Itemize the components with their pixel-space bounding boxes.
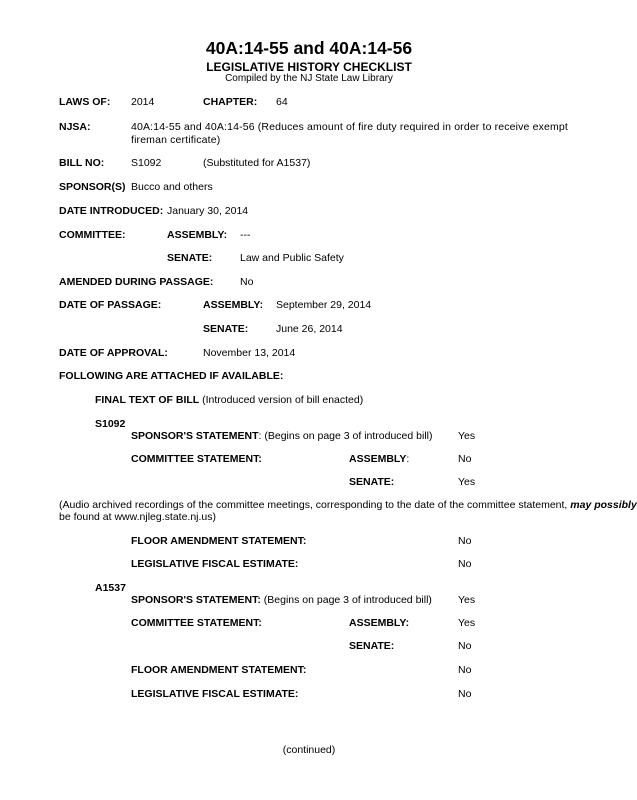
s1092-fiscal-label: LEGISLATIVE FISCAL ESTIMATE: (131, 558, 299, 570)
final-text-label: FINAL TEXT OF BILL (95, 394, 200, 406)
a1537-assembly-value: Yes (458, 617, 476, 629)
final-text-note: (Introduced version of bill enacted) (202, 394, 364, 406)
page-subtitle: LEGISLATIVE HISTORY CHECKLIST (206, 60, 412, 74)
s1092-assembly (349, 453, 409, 466)
audio-note-line2: be found at www.njleg.state.nj.us) (59, 511, 217, 523)
a1537-sponsor-statement (131, 594, 432, 607)
bill-no-note: (Substituted for A1537) (203, 157, 311, 169)
a1537-bill-label: A1537 (95, 582, 126, 594)
s1092-sponsor-statement-label: SPONSOR'S STATEMENT (131, 430, 259, 442)
committee-label: COMMITTEE: (59, 229, 126, 241)
committee-assembly-label: ASSEMBLY: (167, 229, 228, 241)
final-text-row (95, 394, 363, 407)
s1092-floor-label: FLOOR AMENDMENT STATEMENT: (131, 535, 307, 547)
approval-value: November 13, 2014 (203, 347, 296, 359)
a1537-sponsor-statement-note: (Begins on page 3 of introduced bill) (260, 594, 432, 606)
a1537-fiscal-value: No (458, 688, 472, 700)
chapter-label: CHAPTER: (203, 96, 258, 108)
s1092-fiscal-value: No (458, 558, 472, 570)
committee-assembly-value: --- (240, 229, 251, 241)
s1092-floor-value: No (458, 535, 472, 547)
amended-value: No (240, 276, 254, 288)
committee-senate-value: Law and Public Safety (240, 252, 344, 264)
bill-no-label: BILL NO: (59, 157, 105, 169)
a1537-senate-label: SENATE: (349, 640, 395, 652)
passage-label: DATE OF PASSAGE: (59, 299, 162, 311)
date-introduced-value: January 30, 2014 (167, 205, 249, 217)
a1537-senate-value: No (458, 640, 472, 652)
s1092-assembly-colon: : (406, 453, 410, 465)
passage-senate-value: June 26, 2014 (276, 323, 343, 335)
a1537-floor-value: No (458, 664, 472, 676)
passage-senate-label: SENATE: (203, 323, 249, 335)
passage-assembly-value: September 29, 2014 (276, 299, 372, 311)
s1092-assembly-label: ASSEMBLY (349, 453, 407, 465)
passage-assembly-label: ASSEMBLY: (203, 299, 264, 311)
a1537-committee-label: COMMITTEE STATEMENT: (131, 617, 262, 629)
audio-note-emphasis: may possibly (570, 499, 637, 511)
sponsor-value: Bucco and others (131, 181, 213, 193)
s1092-sponsor-statement-value: Yes (458, 430, 476, 442)
njsa-value-line1: 40A:14-55 and 40A:14-56 (Reduces amount of fire duty required in order to receive exempt (131, 121, 568, 133)
a1537-floor-label: FLOOR AMENDMENT STATEMENT: (131, 664, 307, 676)
date-introduced-label: DATE INTRODUCED: (59, 205, 164, 217)
bill-no-value: S1092 (131, 157, 162, 169)
s1092-bill-label: S1092 (95, 418, 126, 430)
njsa-value-line2: fireman certificate) (131, 134, 221, 146)
sponsor-label: SPONSOR(S) (59, 181, 126, 193)
laws-of-label: LAWS OF: (59, 96, 111, 108)
s1092-sponsor-statement (131, 430, 433, 443)
s1092-senate-label: SENATE: (349, 476, 395, 488)
audio-note-text: (Audio archived recordings of the committee meetings, corresponding to the date of the committee statement, (59, 499, 571, 511)
a1537-fiscal-label: LEGISLATIVE FISCAL ESTIMATE: (131, 688, 299, 700)
s1092-senate-value: Yes (458, 476, 476, 488)
s1092-assembly-value: No (458, 453, 472, 465)
laws-of-value: 2014 (131, 96, 155, 108)
continued-note: (continued) (282, 744, 336, 756)
compiled-by: Compiled by the NJ State Law Library (225, 73, 393, 84)
s1092-committee-label: COMMITTEE STATEMENT: (131, 453, 262, 465)
njsa-label: NJSA: (59, 121, 91, 133)
approval-label: DATE OF APPROVAL: (59, 347, 168, 359)
attached-label: FOLLOWING ARE ATTACHED IF AVAILABLE: (59, 370, 284, 382)
page-title: 40A:14-55 and 40A:14-56 (205, 38, 413, 58)
a1537-assembly-label: ASSEMBLY: (349, 617, 410, 629)
s1092-sponsor-statement-note: : (Begins on page 3 of introduced bill) (258, 430, 433, 442)
committee-senate-label: SENATE: (167, 252, 213, 264)
a1537-sponsor-statement-value: Yes (458, 594, 476, 606)
chapter-value: 64 (276, 96, 288, 108)
a1537-sponsor-statement-label: SPONSOR'S STATEMENT: (131, 594, 261, 606)
amended-label: AMENDED DURING PASSAGE: (59, 276, 214, 288)
